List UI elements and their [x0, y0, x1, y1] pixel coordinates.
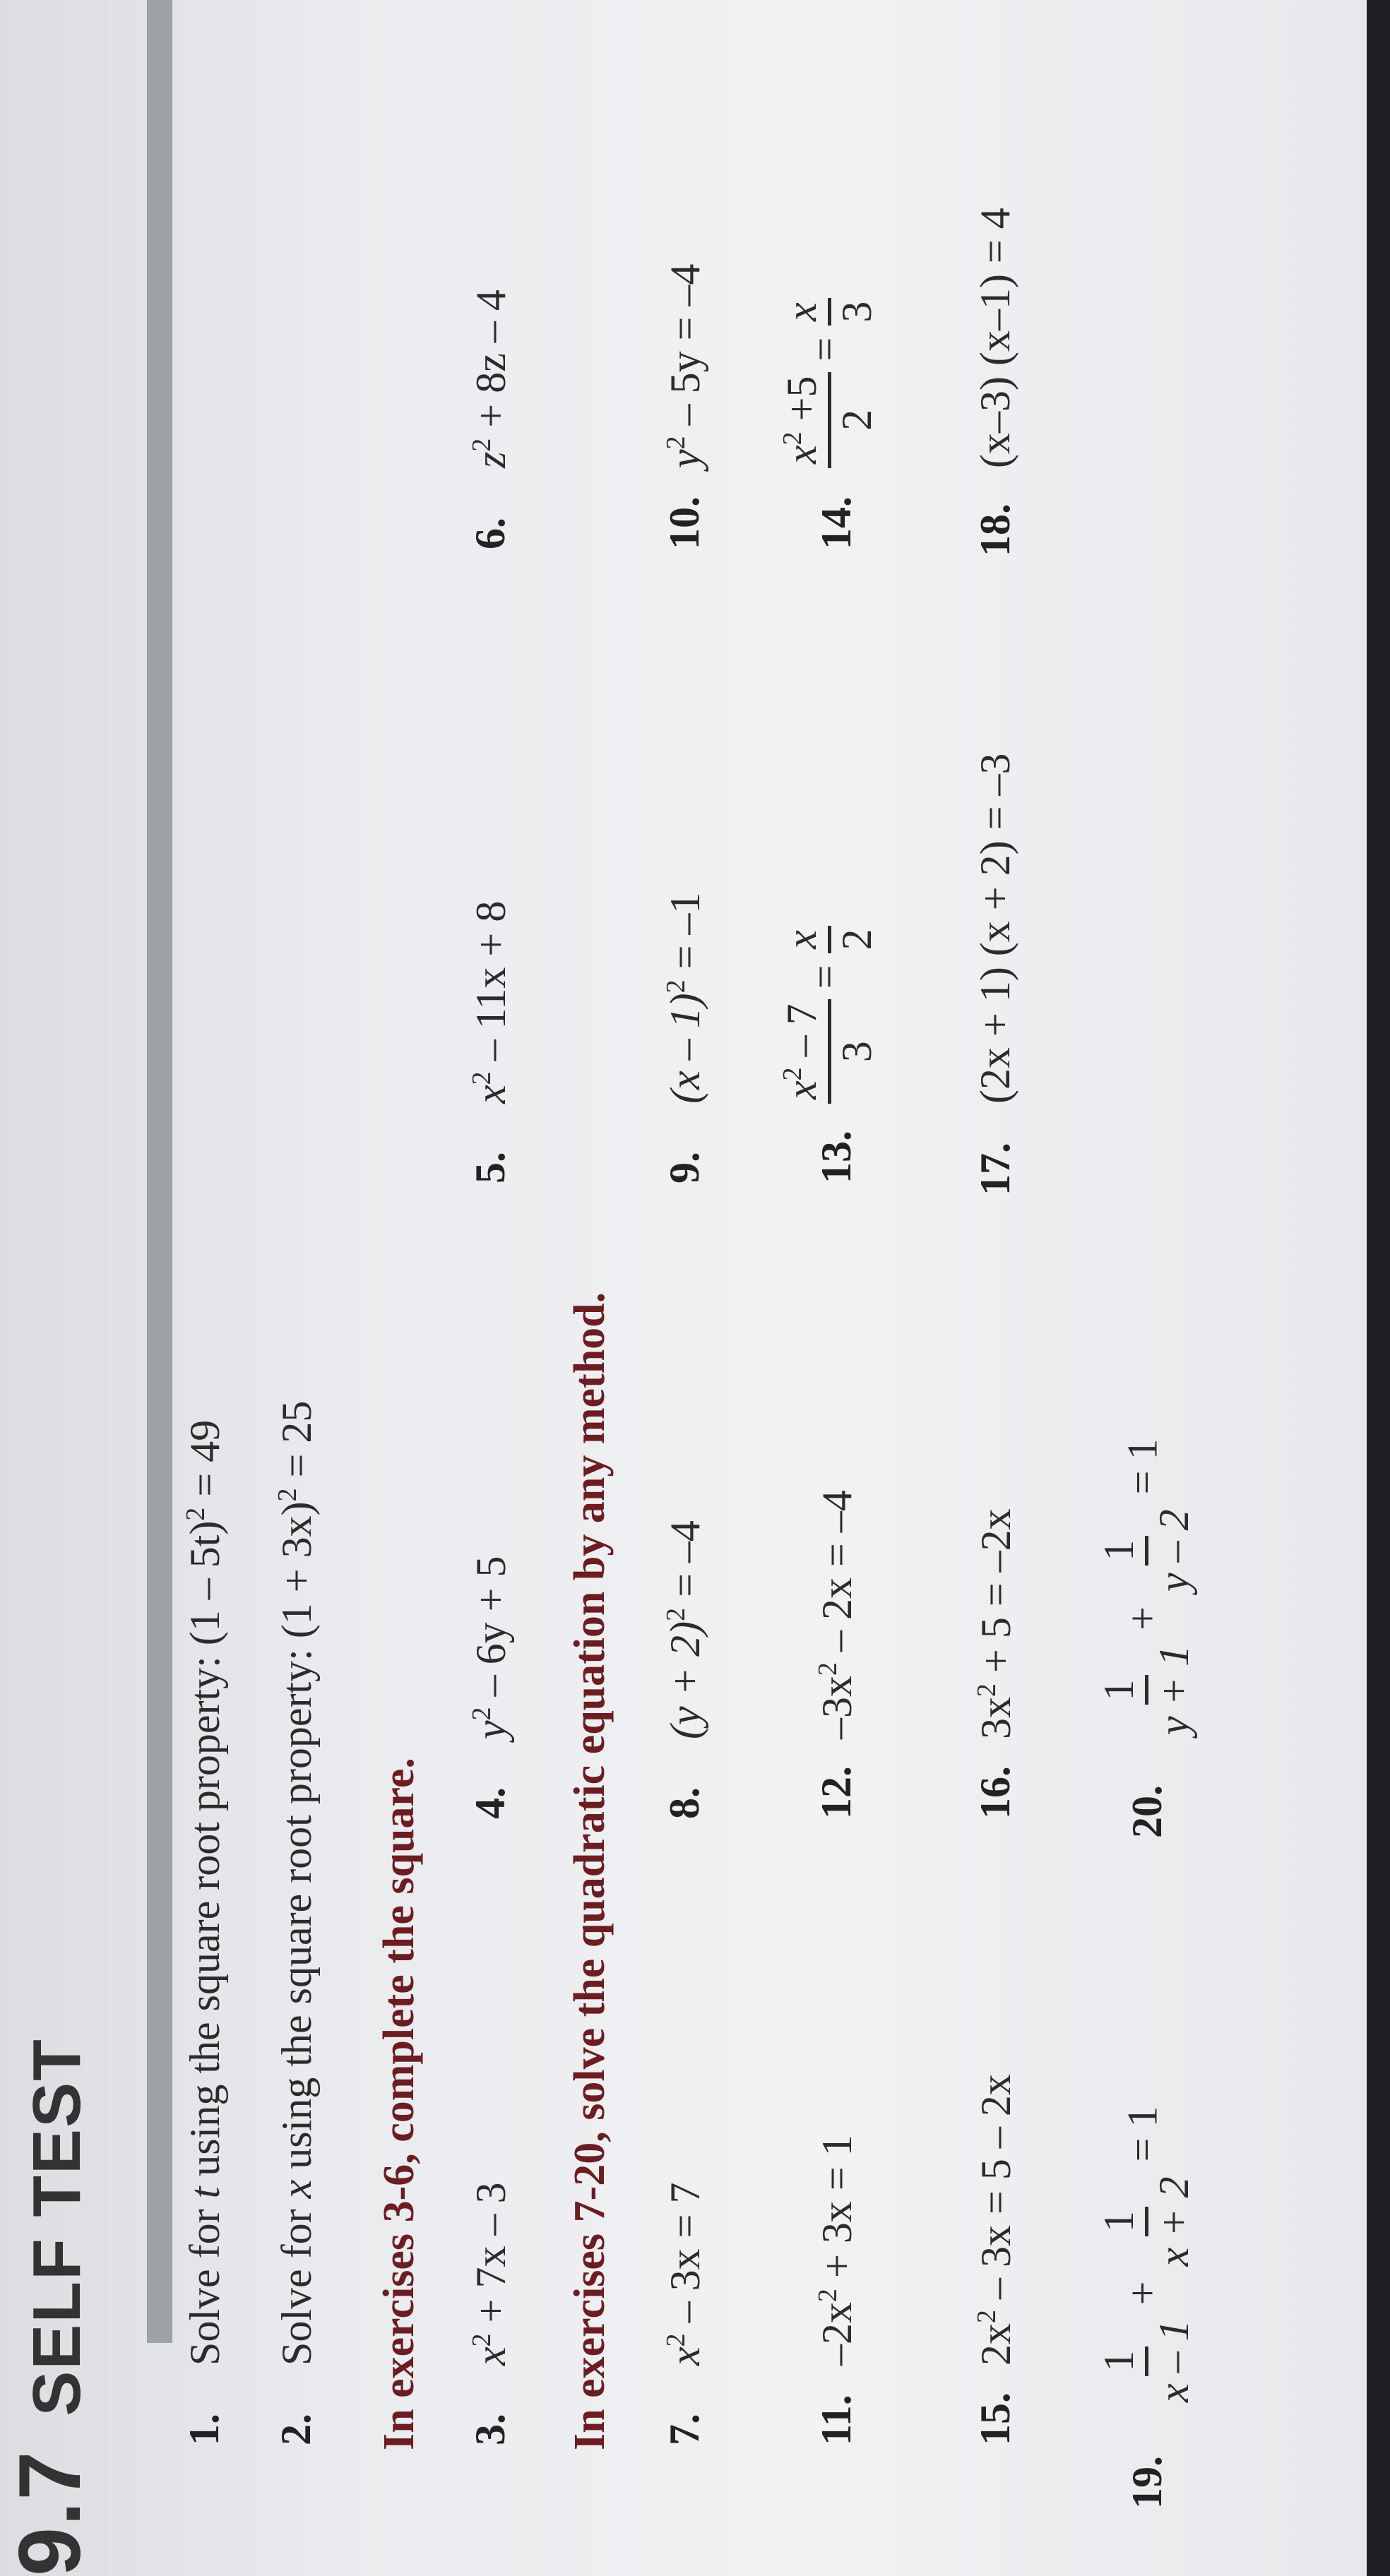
- problem-13-right-fraction: x 2: [778, 925, 881, 955]
- problem-16-number: 16.: [972, 1766, 1018, 1819]
- header-rule: [147, 0, 172, 2343]
- problem-17-equation: (2x + 1) (x + 2) = –3: [972, 753, 1018, 1104]
- problem-1-text: Solve for t using the square root property: (1 – 5t)$^2$ = 49: [181, 1419, 228, 2366]
- page-title: [0, 2038, 100, 2576]
- problem-11-number: 11.: [813, 2395, 860, 2445]
- problem-19-fraction-2: 1 x + 2: [1095, 2176, 1197, 2267]
- problem-15-equation: $2x^2 - 3x = 5 - 2x$: [972, 2074, 1019, 2366]
- problem-19-fraction-1: 1 x – 1: [1095, 2320, 1197, 2402]
- problem-17-number: 17.: [972, 1143, 1018, 1195]
- problem-7-equation: $x^2 - 3x = 7$: [661, 2182, 708, 2366]
- problem-5-number: 5.: [467, 1152, 513, 1183]
- problem-18-number: 18.: [972, 503, 1018, 556]
- problem-16-equation: $3x^2 + 5 = -2x$: [972, 1508, 1019, 1739]
- problem-20-fraction-1: 1 y + 1: [1095, 1645, 1197, 1735]
- problem-2-number: 2.: [273, 2414, 319, 2445]
- problem-13-number: 13.: [813, 1131, 860, 1183]
- problem-19-number: 19.: [1124, 2456, 1170, 2509]
- problem-20-fraction-2: 1 y – 2: [1095, 1509, 1197, 1592]
- problem-9-number: 9.: [661, 1152, 708, 1183]
- problem-6-number: 6.: [467, 518, 513, 549]
- problem-1-number: 1.: [181, 2414, 227, 2445]
- problem-13-left-fraction: $x^2 - 7$ 3: [777, 999, 881, 1104]
- section-heading-solve-quadratic: In exercises 7-20, solve the quadratic equation by any method.: [566, 1292, 614, 2450]
- problem-20-equation: 1 y + 1 + 1 y – 2 = 1: [1095, 1439, 1199, 1739]
- problem-7-number: 7.: [661, 2414, 708, 2445]
- problem-13-equation: $x^2 - 7$ 3 = x 2: [777, 925, 881, 1104]
- problem-4-number: 4.: [467, 1787, 513, 1819]
- problem-2-text: Solve for x using the square root property: $(1 + 3x)^2 = 25$: [273, 1400, 320, 2366]
- problem-14-right-fraction: x 3: [778, 297, 881, 327]
- section-number: 9.7: [1, 2450, 99, 2576]
- problem-10-number: 10.: [661, 496, 708, 549]
- problem-5-expression: $x^2 - 11x + 8$: [467, 900, 514, 1104]
- section-heading-complete-square: In exercises 3-6, complete the square.: [375, 1758, 423, 2450]
- problem-12-number: 12.: [813, 1766, 860, 1819]
- problem-14-equation: $x^2 +5$ 2 = x 3: [777, 297, 881, 468]
- problem-18-equation: (x–3) (x–1) = 4: [972, 208, 1018, 468]
- problem-9-equation: (x – 1)$^2$ = –1: [661, 892, 708, 1104]
- problem-8-equation: $(y + 2)^2 = -4$: [661, 1520, 708, 1739]
- problem-20-number: 20.: [1124, 1785, 1170, 1838]
- problem-14-left-fraction: $x^2 +5$ 2: [777, 372, 881, 468]
- problem-15-number: 15.: [972, 2392, 1018, 2445]
- problem-14-number: 14.: [813, 496, 860, 549]
- problem-3-number: 3.: [467, 2414, 513, 2445]
- section-title: SELF TEST: [19, 2038, 95, 2416]
- problem-19-equation: 1 x – 1 + 1 x + 2 = 1: [1095, 2106, 1199, 2407]
- problem-3-expression: $x^2 + 7x - 3$: [467, 2182, 514, 2366]
- problem-11-equation: $-2x^2 + 3x = 1$: [813, 2135, 860, 2366]
- problem-12-equation: $-3x^2 - 2x = -4$: [813, 1490, 860, 1739]
- problem-4-expression: $y^2 - 6y + 5$: [467, 1556, 514, 1739]
- problem-8-number: 8.: [661, 1787, 708, 1819]
- problem-10-equation: $y^2 - 5y = -4$: [661, 263, 708, 468]
- problem-6-expression: $z^2 + 8z - 4$: [467, 290, 514, 468]
